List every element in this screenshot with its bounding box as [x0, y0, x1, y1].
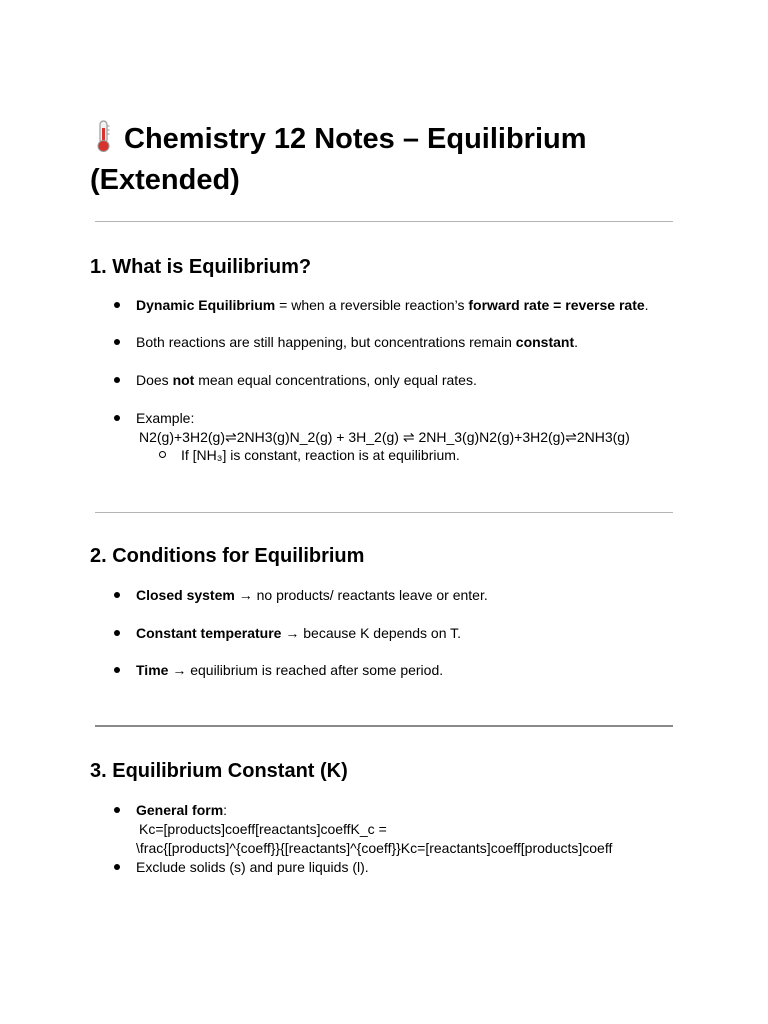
section-heading-conditions: 2. Conditions for Equilibrium [90, 545, 365, 567]
reaction-equation: N2(g)+3H2(g)⇌2NH3(g)N_2(g) + 3H_2(g) ⇌ 2NH_3(g)N2(g)+3H2(g)⇌2NH3(g) [139, 429, 630, 445]
list-item: Time → equilibrium is reached after some period. [136, 661, 696, 680]
document-title [90, 119, 690, 201]
section-heading-what-is-equilibrium: 1. What is Equilibrium? [90, 256, 312, 278]
title-text: Chemistry 12 Notes – Equilibrium (Extended) [90, 123, 587, 196]
list-item: Dynamic Equilibrium = when a reversible reaction’s forward rate = reverse rate. [136, 296, 696, 315]
divider [95, 512, 673, 513]
k-expression-line-1: Kc=[products]coeff[reactants]coeffK_c = [139, 821, 387, 837]
list-item: Both reactions are still happening, but concentrations remain constant. [136, 333, 696, 352]
list-item: Does not mean equal concentrations, only equal rates. [136, 371, 696, 390]
list-item: Constant temperature → because K depends on T. [136, 624, 696, 643]
list-item-example: Example: N2(g)+3H2(g)⇌2NH3(g)N_2(g) + 3H_2(g) ⇌ 2NH_3(g)N2(g)+3H2(g)⇌2NH3(g) [136, 409, 696, 447]
divider [95, 221, 673, 222]
list-item-general-form: General form: Kc=[products]coeff[reactants]coeffK_c = \frac{[products]^{coeff}}{[reactants]^{coeff}}Kc=[reactants]coeff[products]coeff [136, 801, 696, 858]
thermometer-icon [90, 119, 116, 153]
divider [95, 725, 673, 727]
list-item: Closed system → no products/ reactants leave or enter. [136, 586, 696, 605]
sub-list-item: If [NH₃] is constant, reaction is at equilibrium. [181, 447, 460, 463]
section-heading-equilibrium-constant: 3. Equilibrium Constant (K) [90, 760, 348, 782]
k-expression-line-2: \frac{[products]^{coeff}}{[reactants]^{coeff}}Kc=[reactants]coeff[products]coeff [136, 840, 613, 856]
list-item: Exclude solids (s) and pure liquids (l). [136, 858, 696, 877]
